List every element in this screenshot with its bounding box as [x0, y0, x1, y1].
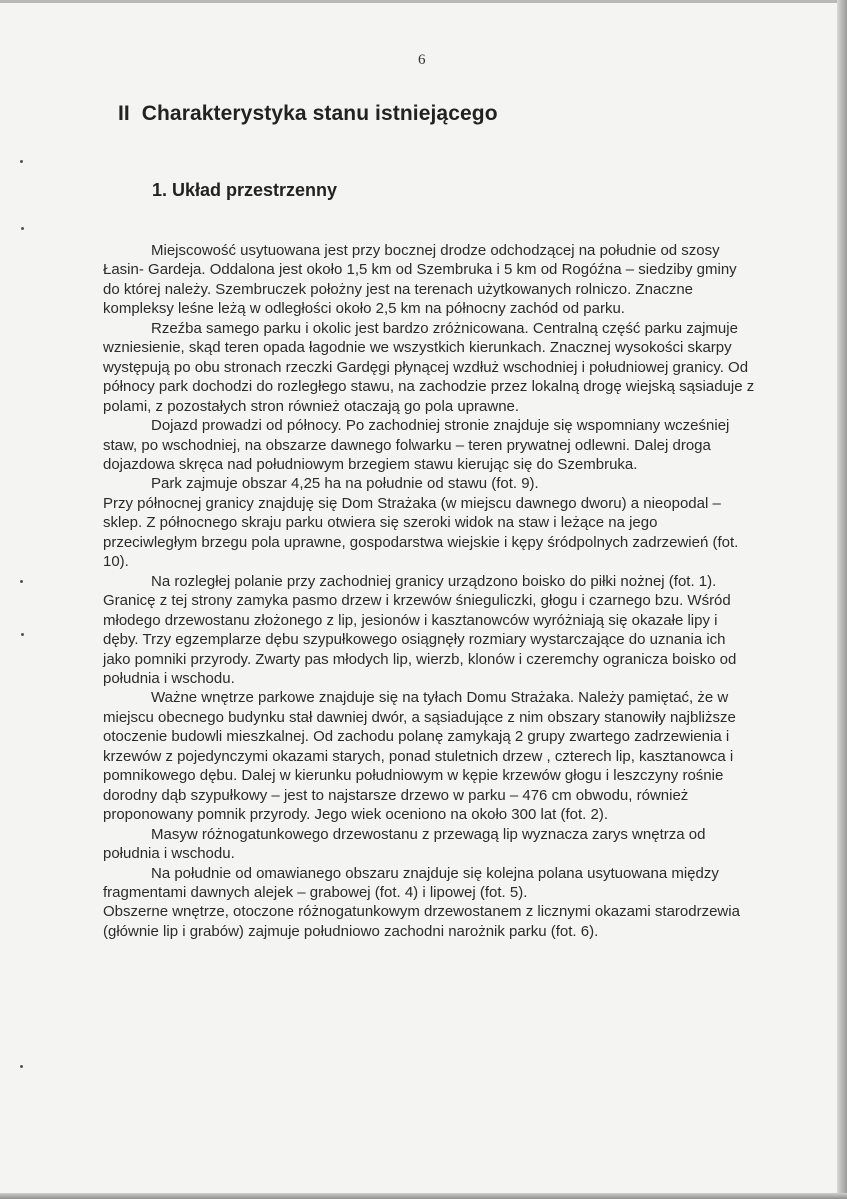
section-heading: 1. Układ przestrzenny	[152, 180, 338, 200]
paragraph-access: Dojazd prowadzi od północy. Po zachodniej stronie znajduje się wspomniany wcześniej staw, po wschodniej, na obszarze dawnego folwarku – teren prywatnej odlewni. Dalej droga dojazdowa skręca nad południowym brzegiem stawu kierując się do Szembruka.	[103, 417, 730, 473]
paragraph-massif: Masyw różnogatunkowego drzewostanu z przewagą lip wyznacza zarys wnętrza od południa i wschodu.	[103, 825, 706, 863]
chapter-heading: II Charakterystyka stanu istniejącego	[118, 102, 498, 125]
scan-speck	[21, 633, 24, 636]
page-number: 6	[418, 52, 426, 68]
scan-speck	[20, 580, 23, 583]
paragraph-location: Miejscowość usytuowana jest przy bocznej drodze odchodzącej na południe od szosy Łasin- Gardeja. Oddalona jest około 1,5 km od Szembruka i 5 km od Rogóźna – siedziby gminy do której należy. Szembruczek położny jest na terenach użytkowanych rolniczo. Znaczne kompleksy leśne leżą w odległości około 2,5 km na północny zachód od parku.	[103, 242, 737, 318]
paragraph-relief: Rzeźba samego parku i okolic jest bardzo zróżnicowana. Centralną część parku zajmuje wzniesienie, skąd teren opada łagodnie we wszystkich kierunkach. Znacznej wysokości skarpy występują po obu stronach rzeczki Gardęgi płynącej wzdłuż wschodniej i południowej granicy. Od północy park dochodzi do rozległego stawu, na zachodzie przez lokalną drogę wiejską sąsiaduje z polami, z pozostałych stron również otaczają go pola uprawne.	[103, 319, 755, 415]
body-text	[103, 241, 755, 941]
scan-right-edge	[837, 0, 847, 1199]
paragraph-north-border: Przy północnej granicy znajduję się Dom Strażaka (w miejscu dawnego dworu) a nieopodal – sklep. Z północnego skraju parku otwiera się szeroki widok na staw i leżące na jego przeciwległym brzegu pola uprawne, gospodarstwa wiejskie i kępy śródpolnych zadrzewień (fot. 10).	[103, 494, 739, 571]
scan-speck	[20, 160, 23, 163]
scan-bottom-edge	[0, 1193, 847, 1199]
paragraph-interior: Ważne wnętrze parkowe znajduje się na tyłach Domu Strażaka. Należy pamiętać, że w miejscu obecnego budynku stał dawniej dwór, a sąsiadujące z nim obszary stanowiły najbliższe otoczenie budowli mieszkalnej. Od zachodu polanę zamykają 2 grupy zwartego zadrzewienia i krzewów z pojedynczymi okazami starych, ponad stuletnich drzew , czterech lip, kasztanowca i pomnikowego dębu. Dalej w kierunku południowym w kępie krzewów głogu i leszczyny rośnie dorodny dąb szypułkowy – jest to najstarsze drzewo w parku – 476 cm obwodu, również proponowany pomnik przyrody. Jego wiek oceniono na około 300 lat (fot. 2).	[103, 689, 736, 824]
scan-top-edge	[0, 0, 847, 3]
paragraph-south-glade: Na południe od omawianego obszaru znajduje się kolejna polana usytuowana między fragmentami dawnych alejek – grabowej (fot. 4) i lipowej (fot. 5).	[103, 864, 719, 901]
paragraph-southwest: Obszerne wnętrze, otoczone różnogatunkowym drzewostanem z licznymi okazami starodrzewia (głównie lip i grabów) zajmuje południowo zachodni narożnik parku (fot. 6).	[103, 903, 740, 940]
paragraph-field: Na rozległej polanie przy zachodniej granicy urządzono boisko do piłki nożnej (fot. 1). Granicę z tej strony zamyka pasmo drzew i krzewów śnieguliczki, głogu i czarnego bzu. Wśród młodego drzewostanu złożonego z lip, jesionów i kasztanowców wyróżniają się okazałe lipy i dęby. Trzy egzemplarze dębu szypułkowego osiągnęły rozmiary wystarczające do uznania ich jako pomniki przyrody. Zwarty pas młodych lip, wierzb, klonów i czeremchy ogranicza boisko od południa i wschodu.	[103, 572, 737, 687]
scan-speck	[20, 1065, 23, 1068]
scan-speck	[21, 227, 24, 230]
paragraph-area: Park zajmuje obszar 4,25 ha na południe od stawu (fot. 9).	[151, 475, 539, 493]
